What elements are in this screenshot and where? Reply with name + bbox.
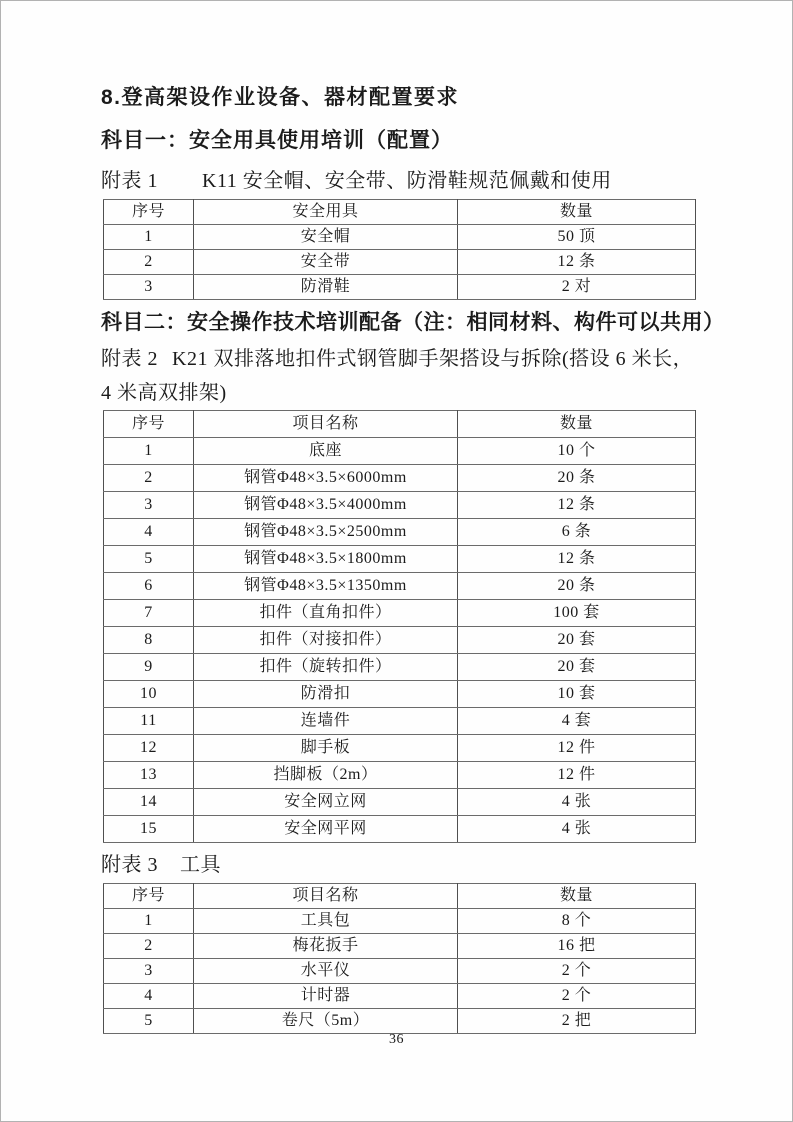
table-cell: 8: [104, 627, 194, 654]
table-cell: 4 套: [458, 708, 696, 735]
table-cell: 100 套: [458, 600, 696, 627]
table-cell: 4 张: [458, 816, 696, 843]
table-cell: 2 个: [458, 984, 696, 1009]
table-cell: 2: [104, 250, 194, 275]
table-cell: 工具包: [194, 909, 458, 934]
table-cell: 6 条: [458, 519, 696, 546]
table-cell: 钢管Φ48×3.5×6000mm: [194, 465, 458, 492]
table-cell: 3: [104, 492, 194, 519]
table-cell: 20 套: [458, 654, 696, 681]
table-cell: 4: [104, 984, 194, 1009]
table-cell: 底座: [194, 438, 458, 465]
table-cell: 14: [104, 789, 194, 816]
table-cell: 2 对: [458, 275, 696, 300]
table3-body: [104, 909, 696, 1034]
table2-caption-line1: K21 双排落地扣件式钢管脚手架搭设与拆除(搭设 6 米长，: [172, 348, 694, 370]
table-cell: 1: [104, 225, 194, 250]
table-row: [104, 438, 696, 465]
section2-title: 科目二：安全操作技术培训配备（注：相同材料、构件可以共用）: [101, 311, 725, 334]
table-cell: 2: [104, 465, 194, 492]
table-row: [104, 909, 696, 934]
table1-caption: [101, 169, 715, 194]
table-cell: 7: [104, 600, 194, 627]
column-header: 序号: [104, 411, 194, 438]
table-row: [104, 600, 696, 627]
column-header: 安全用具: [194, 200, 458, 225]
table-cell: 16 把: [458, 934, 696, 959]
table-cell: 6: [104, 573, 194, 600]
table-cell: 安全带: [194, 250, 458, 275]
table-row: [104, 225, 696, 250]
table-row: [104, 681, 696, 708]
table-cell: 12 件: [458, 735, 696, 762]
table-cell: 10 套: [458, 681, 696, 708]
table-row: [104, 735, 696, 762]
table-cell: 8 个: [458, 909, 696, 934]
table-cell: 5: [104, 1009, 194, 1034]
table-cell: 2 个: [458, 959, 696, 984]
table-cell: 挡脚板（2m）: [194, 762, 458, 789]
column-header: 序号: [104, 884, 194, 909]
table-cell: 扣件（对接扣件）: [194, 627, 458, 654]
table2-body: [104, 438, 696, 843]
column-header: 数量: [458, 411, 696, 438]
table-cell: 钢管Φ48×3.5×1800mm: [194, 546, 458, 573]
table-cell: 10: [104, 681, 194, 708]
table-cell: 9: [104, 654, 194, 681]
table-row: [104, 465, 696, 492]
section1-title: 科目一：安全用具使用培训（配置）: [101, 129, 453, 152]
table-cell: 钢管Φ48×3.5×2500mm: [194, 519, 458, 546]
scaffold-material-table: [103, 410, 696, 843]
table-cell: 2: [104, 934, 194, 959]
table-row: [104, 789, 696, 816]
table-cell: 12 件: [458, 762, 696, 789]
table-cell: 水平仪: [194, 959, 458, 984]
table-row: [104, 1009, 696, 1034]
table-cell: 1: [104, 438, 194, 465]
table-cell: 钢管Φ48×3.5×4000mm: [194, 492, 458, 519]
table-row: [104, 492, 696, 519]
page-number: 36: [389, 1032, 404, 1047]
table-cell: 防滑鞋: [194, 275, 458, 300]
table-cell: 50 顶: [458, 225, 696, 250]
table3-caption-label: 附表 3: [101, 854, 158, 876]
table-row: [104, 984, 696, 1009]
column-header: 数量: [458, 200, 696, 225]
page-content: [101, 85, 725, 1038]
table-cell: 脚手板: [194, 735, 458, 762]
table-cell: 安全网立网: [194, 789, 458, 816]
table-row: [104, 546, 696, 573]
table2-caption: [101, 342, 715, 410]
column-header: 项目名称: [194, 411, 458, 438]
table2-header-row: [104, 411, 696, 438]
table-cell: 12 条: [458, 250, 696, 275]
table-row: [104, 627, 696, 654]
tools-table: [103, 883, 696, 1034]
table-cell: 11: [104, 708, 194, 735]
table-cell: 12: [104, 735, 194, 762]
table2-caption-label: 附表 2: [101, 348, 158, 370]
table-cell: 20 条: [458, 465, 696, 492]
table-cell: 12 条: [458, 492, 696, 519]
table1-body: [104, 225, 696, 300]
table-cell: 13: [104, 762, 194, 789]
table-cell: 钢管Φ48×3.5×1350mm: [194, 573, 458, 600]
table-row: [104, 275, 696, 300]
column-header: 项目名称: [194, 884, 458, 909]
table-row: [104, 934, 696, 959]
table-cell: 防滑扣: [194, 681, 458, 708]
table-cell: 2 把: [458, 1009, 696, 1034]
table-cell: 连墙件: [194, 708, 458, 735]
table-cell: 5: [104, 546, 194, 573]
table-cell: 3: [104, 275, 194, 300]
column-header: 序号: [104, 200, 194, 225]
page-title: 8.登高架设作业设备、器材配置要求: [101, 86, 460, 109]
table-cell: 12 条: [458, 546, 696, 573]
table1-caption-text: K11 安全帽、安全带、防滑鞋规范佩戴和使用: [202, 170, 612, 192]
table-cell: 3: [104, 959, 194, 984]
table-cell: 扣件（旋转扣件）: [194, 654, 458, 681]
table-cell: 计时器: [194, 984, 458, 1009]
table-cell: 安全网平网: [194, 816, 458, 843]
table-cell: 梅花扳手: [194, 934, 458, 959]
column-header: 数量: [458, 884, 696, 909]
table-cell: 10 个: [458, 438, 696, 465]
table-cell: 卷尺（5m）: [194, 1009, 458, 1034]
table-row: [104, 708, 696, 735]
table-row: [104, 762, 696, 789]
table-cell: 15: [104, 816, 194, 843]
table-cell: 安全帽: [194, 225, 458, 250]
table-row: [104, 816, 696, 843]
table-row: [104, 654, 696, 681]
table-row: [104, 250, 696, 275]
table-cell: 扣件（直角扣件）: [194, 600, 458, 627]
table2-caption-line2: 4 米高双排架): [101, 382, 227, 404]
table-cell: 4: [104, 519, 194, 546]
table-cell: 1: [104, 909, 194, 934]
table3-caption-text: 工具: [180, 854, 221, 876]
table-row: [104, 959, 696, 984]
safety-gear-table: [103, 199, 696, 300]
table-cell: 20 套: [458, 627, 696, 654]
table-cell: 20 条: [458, 573, 696, 600]
table3-header-row: [104, 884, 696, 909]
table-row: [104, 519, 696, 546]
table1-caption-label: 附表 1: [101, 170, 158, 192]
table1-header-row: [104, 200, 696, 225]
table-row: [104, 573, 696, 600]
table-cell: 4 张: [458, 789, 696, 816]
table3-caption: [101, 853, 715, 878]
